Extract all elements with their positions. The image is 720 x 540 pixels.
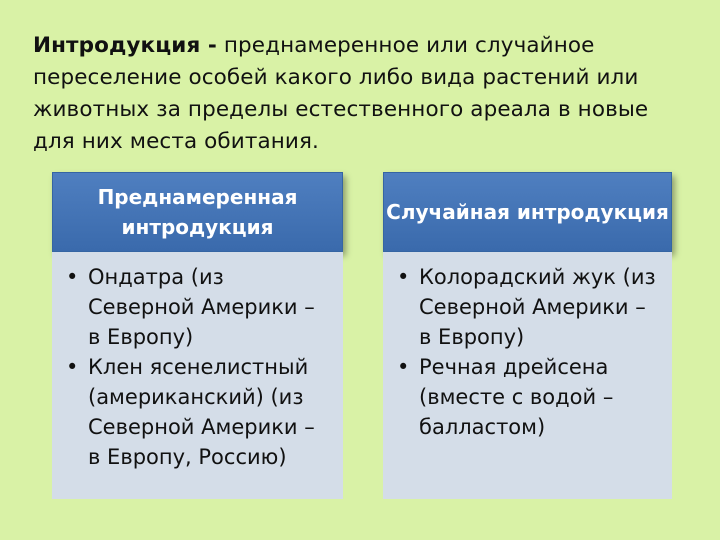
column-body-deliberate: [52, 252, 343, 499]
list-item: [397, 262, 662, 352]
column-header-accidental: Случайная интродукция: [383, 172, 672, 252]
list-item-text: Клен ясенелистный (американский) (из Северной Америки – в Европу, Россию): [88, 355, 315, 469]
definition-paragraph: [33, 30, 693, 158]
list-item: [66, 262, 333, 352]
column-body-accidental: [383, 252, 672, 499]
list-item-text: Ондатра (из Северной Америки – в Европу): [88, 265, 315, 349]
column-header-deliberate: Преднамеренная интродукция: [52, 172, 343, 252]
list-item-text: Речная дрейсена (вместе с водой – балластом): [419, 355, 614, 439]
list-item: [397, 352, 662, 442]
list-item: [66, 352, 333, 472]
definition-text: преднамеренное или случайное переселение особей какого либо вида растений или животных за пределы естественного ареала в новые для них места обитания.: [33, 33, 649, 154]
bullet-icon: •: [397, 265, 410, 289]
list-item-text: Колорадский жук (из Северной Америки – в Европу): [419, 265, 656, 349]
bullet-icon: •: [66, 265, 79, 289]
term: Интродукция -: [33, 33, 217, 58]
bullet-icon: •: [397, 355, 410, 379]
bullet-icon: •: [66, 355, 79, 379]
